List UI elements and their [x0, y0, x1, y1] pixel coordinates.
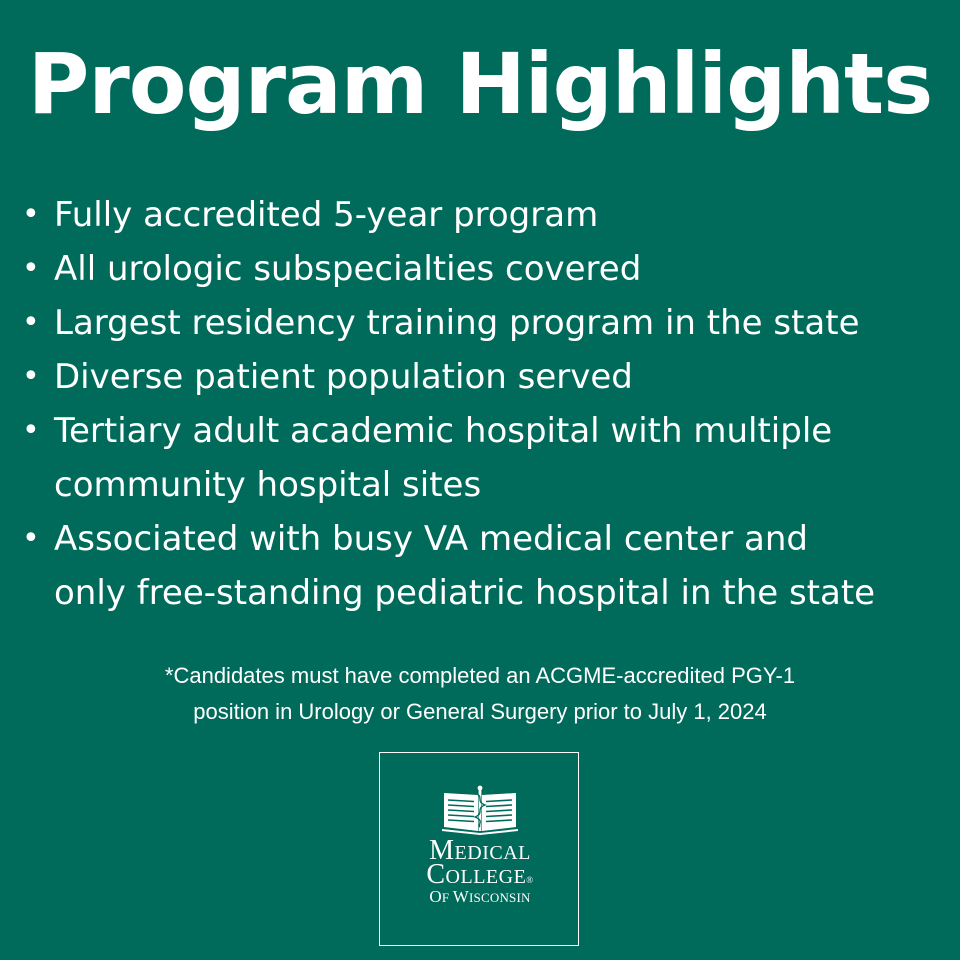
eligibility-footnote	[0, 658, 960, 730]
highlights-list	[22, 188, 952, 620]
logo-text-line: COLLEGE®	[426, 859, 534, 890]
list-item-text: Diverse patient population served	[54, 357, 633, 397]
page-title: Program Highlights	[27, 35, 933, 133]
bullet-icon: •	[22, 305, 40, 340]
list-item	[22, 350, 952, 404]
logo-word: OLLEGE	[445, 866, 527, 888]
list-item-text-continued: community hospital sites	[54, 465, 482, 505]
list-item-text: Largest residency training program in the state	[54, 303, 860, 343]
list-item-text: All urologic subspecialties covered	[54, 249, 642, 289]
list-item-text-continued: only free-standing pediatric hospital in the state	[54, 573, 876, 613]
bullet-icon: •	[22, 413, 40, 448]
logo-text-line: MEDICAL	[429, 835, 531, 866]
footnote-line: *Candidates must have completed an ACGME-accredited PGY-1	[164, 663, 796, 688]
list-item	[22, 296, 952, 350]
list-item-text: Associated with busy VA medical center and	[54, 519, 808, 559]
mcw-logo	[379, 752, 579, 946]
logo-word: EDICAL	[454, 842, 531, 864]
bullet-icon: •	[22, 359, 40, 394]
bullet-icon: •	[22, 521, 40, 556]
list-item	[22, 242, 952, 296]
footnote-line: position in Urology or General Surgery prior to July 1, 2024	[193, 699, 767, 724]
logo-text-line: OF WISCONSIN	[429, 887, 531, 906]
list-item	[22, 188, 952, 242]
list-item-text: Tertiary adult academic hospital with multiple	[54, 411, 833, 451]
bullet-icon: •	[22, 251, 40, 286]
open-book-caduceus-icon	[440, 785, 520, 835]
bullet-icon: •	[22, 197, 40, 232]
list-item	[22, 404, 952, 512]
list-item	[22, 512, 952, 620]
list-item-text: Fully accredited 5-year program	[54, 195, 599, 235]
